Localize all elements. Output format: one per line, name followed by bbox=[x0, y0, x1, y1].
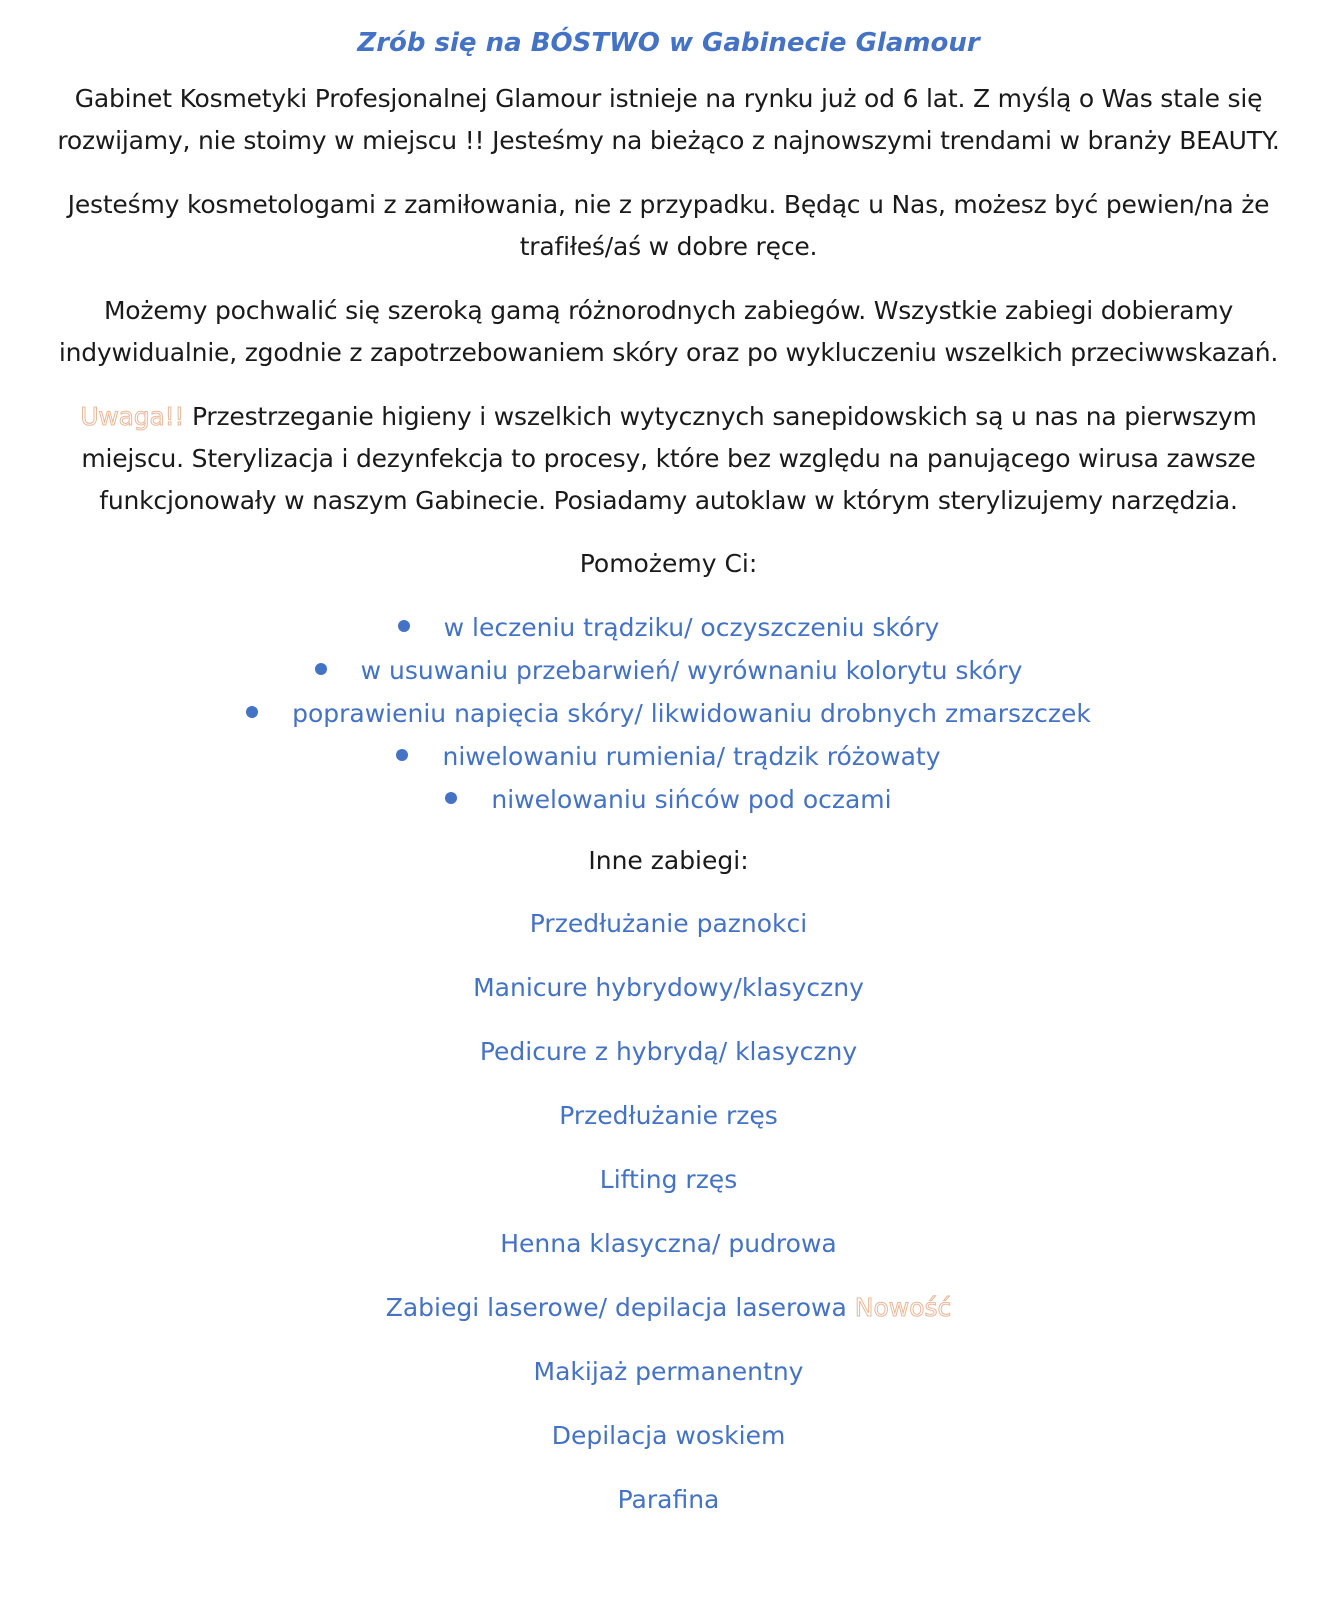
treatment-item-label: Zabiegi laserowe/ depilacja laserowa bbox=[385, 1293, 847, 1322]
help-item-label: niwelowaniu rumienia/ trądzik różowaty bbox=[442, 742, 941, 771]
help-item-label: poprawieniu napięcia skóry/ likwidowaniu drobnych zmarszczek bbox=[292, 699, 1091, 728]
treatment-item: Pedicure z hybrydą/ klasyczny bbox=[479, 1037, 858, 1066]
help-list bbox=[28, 606, 1309, 821]
treatments-paragraph: Możemy pochwalić się szeroką gamą różnorodnych zabiegów. Wszystkie zabiegi dobieramy indywidualnie, zgodnie z zapotrzebowaniem skóry oraz po wykluczeniu wszelkich przeciwwskazań. bbox=[58, 296, 1279, 367]
treatment-item: Makijaż permanentny bbox=[533, 1357, 804, 1386]
treatment-item: Lifting rzęs bbox=[599, 1165, 738, 1194]
bullet-icon bbox=[398, 620, 410, 632]
notice-label: Uwaga!! bbox=[80, 402, 185, 431]
treatment-item-laser bbox=[28, 1287, 1309, 1329]
other-treatments-heading: Inne zabiegi: bbox=[588, 846, 749, 875]
treatment-item: Henna klasyczna/ pudrowa bbox=[500, 1229, 837, 1258]
help-item-label: w usuwaniu przebarwień/ wyrównaniu kolorytu skóry bbox=[360, 656, 1023, 685]
bullet-icon bbox=[315, 663, 327, 675]
treatment-item: Parafina bbox=[617, 1485, 720, 1514]
bullet-icon bbox=[445, 792, 457, 804]
treatment-item: Przedłużanie rzęs bbox=[559, 1101, 778, 1130]
treatment-item: Manicure hybrydowy/klasyczny bbox=[473, 973, 864, 1002]
treatment-item: Przedłużanie paznokci bbox=[529, 909, 808, 938]
treatments-list bbox=[28, 903, 1309, 1521]
new-badge: Nowość bbox=[854, 1293, 952, 1322]
list-item bbox=[28, 606, 1309, 649]
page-title: Zrób się na BÓSTWO w Gabinecie Glamour bbox=[357, 28, 980, 58]
help-heading: Pomożemy Ci: bbox=[579, 549, 758, 578]
list-item bbox=[28, 735, 1309, 778]
help-item-label: niwelowaniu sińców pod oczami bbox=[491, 785, 892, 814]
list-item bbox=[28, 649, 1309, 692]
bullet-icon bbox=[246, 706, 258, 718]
notice-text: Przestrzeganie higieny i wszelkich wytycznych sanepidowskich są u nas na pierwszym miejscu. Sterylizacja i dezynfekcja to procesy, które bez względu na panującego wirusa zawsze funkcjonowały w naszym Gabinecie. Posiadamy autoklaw w którym sterylizujemy narzędzia. bbox=[81, 402, 1257, 515]
hygiene-notice bbox=[28, 396, 1309, 522]
list-item bbox=[28, 692, 1309, 735]
help-item-label: w leczeniu trądziku/ oczyszczeniu skóry bbox=[443, 613, 940, 642]
list-item bbox=[28, 778, 1309, 821]
expertise-paragraph: Jesteśmy kosmetologami z zamiłowania, nie z przypadku. Będąc u Nas, możesz być pewien/na że trafiłeś/aś w dobre ręce. bbox=[67, 190, 1270, 261]
bullet-icon bbox=[396, 749, 408, 761]
treatment-item: Depilacja woskiem bbox=[551, 1421, 786, 1450]
intro-paragraph: Gabinet Kosmetyki Profesjonalnej Glamour istnieje na rynku już od 6 lat. Z myślą o Was stale się rozwijamy, nie stoimy w miejscu !! Jesteśmy na bieżąco z najnowszymi trendami w branży BEAUTY. bbox=[57, 84, 1280, 155]
